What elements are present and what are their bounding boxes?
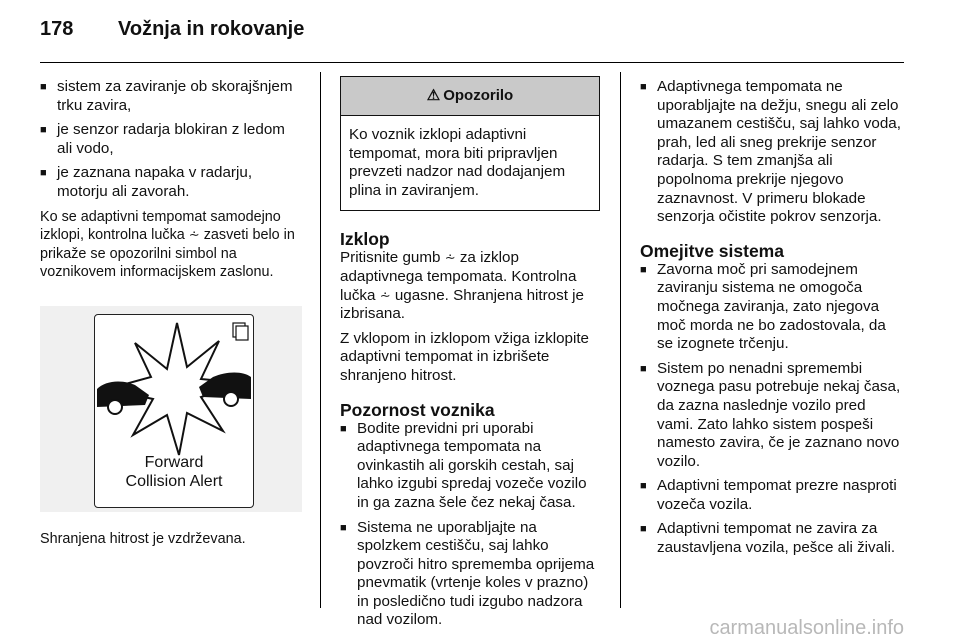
page-number: 178 <box>40 18 74 40</box>
column-divider-2 <box>620 72 621 608</box>
column-1 <box>40 78 302 555</box>
izklop-paragraph-2: Z vklopom in izklopom vžiga izklopite adaptivni tempomat in izbrišete shranjeno hitrost. <box>340 329 589 384</box>
figure-label-line1: Forward <box>144 453 204 471</box>
warning-triangle-icon: ⚠ <box>426 86 441 104</box>
figure-label-line2: Collision Alert <box>125 472 223 490</box>
section-heading-omejitve: Omejitve sistema <box>640 240 784 261</box>
cancel-button-icon: ⩪ <box>444 250 456 266</box>
column-divider-1 <box>320 72 321 608</box>
cruise-lamp-icon: ⩪ <box>379 287 391 303</box>
warning-header <box>341 77 599 116</box>
list-item: ■ je zaznana napaka v radarju, motorju ali zavorah. <box>40 164 302 201</box>
paragraph-text: zasveti belo in prikaže se opozorilni simbol na voznikovem informacijskem zaslonu. <box>40 227 295 281</box>
warning-text: Ko voznik izklopi adaptivni tempomat, mora biti pripravljen prevzeti nadzor nad dodajanjem plina in zaviranjem. <box>349 126 566 199</box>
page-header <box>40 18 304 41</box>
list-item: ■ je senzor radarja blokiran z ledom ali vodo, <box>40 121 302 158</box>
section-heading-pozornost: Pozornost voznika <box>340 399 495 420</box>
display-panel <box>94 314 254 508</box>
list-item: ■ Bodite previdni pri uporabi adaptivnega tempomata na ovinkastih ali gorskih cestah, saj lahko izgubi spredaj vozeče vozilo in ga zazna šele čez nekaj časa. <box>340 420 602 513</box>
paragraph-text: za izklop adaptivnega tempomata. Kontrolna lučka <box>340 249 577 304</box>
list-item: ■ Sistem po nenadni spremembi voznega pasu potrebuje nekaj časa, da zazna naslednje vozilo pred vami. Zato lahko sistem pospeši namesto zavira, če je zaznano novo vozilo. <box>640 360 904 472</box>
header-rule <box>40 62 904 63</box>
column-3 <box>640 78 904 564</box>
figure-caption: Shranjena hitrost je vzdrževana. <box>40 530 246 547</box>
paragraph-text: Pritisnite gumb <box>340 249 441 267</box>
list-item: ■ Zavorna moč pri samodejnem zaviranju sistema ne omogoča močnega zaviranja, zato njegova moč morda ne bo zadostovala, da se izognete trčenju. <box>640 261 904 354</box>
warning-box <box>340 76 600 211</box>
list-item: ■ Sistema ne uporabljajte na spolzkem cestišču, saj lahko povzroči hitro sprememba oprijema pnevmatik (vrtenje koles v prazno) in posledično tudi izgubo nadzora nad vozilom. <box>340 519 602 631</box>
list-item: ■ Adaptivnega tempomata ne uporabljajte na dežju, snegu ali zelo umazanem cestišču, saj lahko voda, prah, led ali sneg prekrije senzor radarja. S tem zmanjša ali popolnoma prekrije njegovo zaznavnost. V primeru blokade senzorja očistite pokrov senzorja. <box>640 78 904 227</box>
list-item: ■ sistem za zaviranje ob skorajšnjem trku zavira, <box>40 78 302 115</box>
list-item: ■ Adaptivni tempomat prezre nasproti vozeča vozila. <box>640 477 904 514</box>
warning-title: Opozorilo <box>443 86 514 104</box>
forward-collision-alert-figure <box>40 306 302 512</box>
section-heading-izklop: Izklop <box>340 229 390 250</box>
column-2 <box>340 76 602 636</box>
izklop-paragraph <box>340 249 602 323</box>
watermark: carmanualsonline.info <box>709 617 904 639</box>
page-title: Vožnja in rokovanje <box>118 18 305 40</box>
cruise-lamp-icon: ⩪ <box>188 227 200 243</box>
disengage-paragraph <box>40 208 302 282</box>
paragraph-text: Ko se adaptivni tempomat samodejno izklopi, kontrolna lučka <box>40 208 281 244</box>
list-item: ■ Adaptivni tempomat ne zavira za zaustavljena vozila, pešce ali živali. <box>640 520 904 557</box>
paragraph-text: ugasne. Shranjena hitrost je izbrisana. <box>340 286 584 323</box>
